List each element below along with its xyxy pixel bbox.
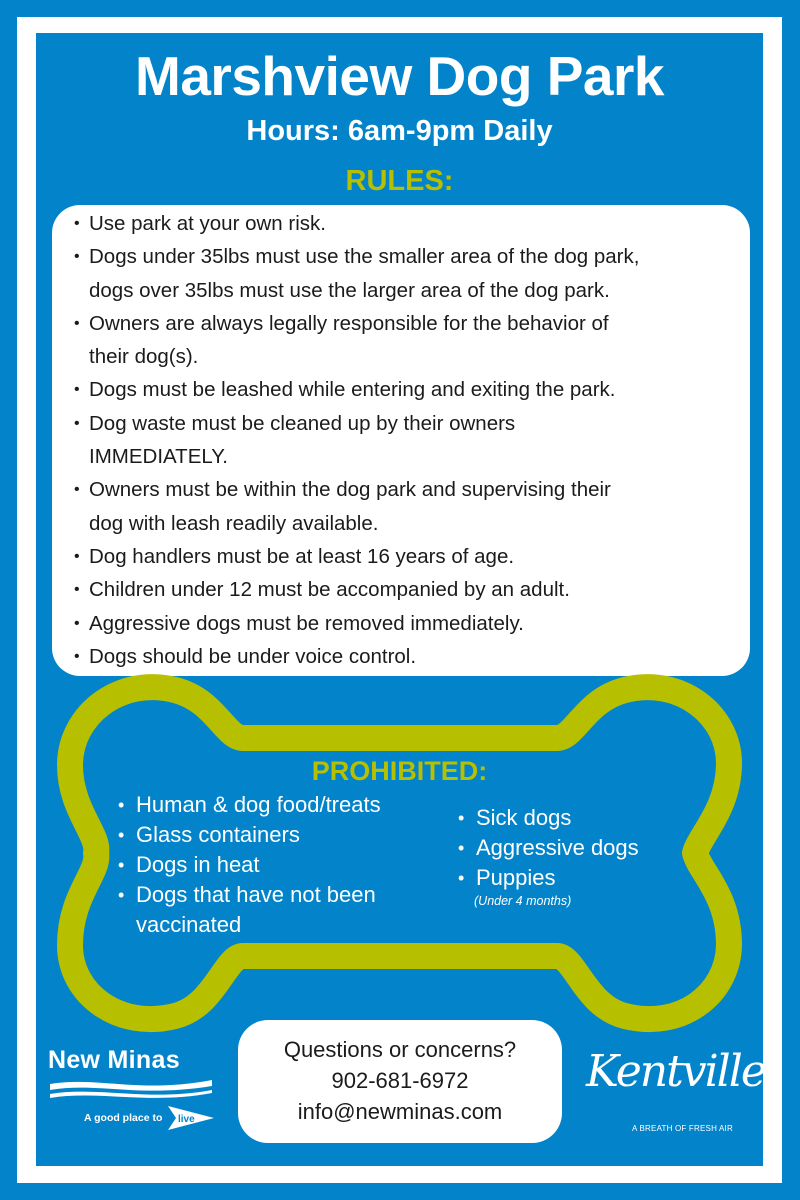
bullet-icon: • [118, 795, 125, 815]
rule-text-cont: IMMEDIATELY. [89, 445, 228, 469]
bullet-icon: • [458, 868, 465, 888]
prohibited-item [118, 790, 448, 820]
rule-item [76, 573, 746, 606]
rules-heading: RULES: [345, 165, 454, 197]
prohibited-text-cont: vaccinated [136, 912, 242, 937]
prohibited-text: Human & dog food/treats [136, 792, 381, 817]
prohibited-item [458, 863, 698, 893]
bullet-icon: • [74, 414, 80, 432]
rule-item [76, 540, 746, 573]
new-minas-logo-text: New Minas [48, 1046, 180, 1074]
bullet-icon: • [118, 825, 125, 845]
rule-text: Owners must be within the dog park and supervising their [89, 478, 611, 502]
bullet-icon: • [74, 481, 80, 499]
rule-text: Dogs under 35lbs must use the smaller area of the dog park, [89, 245, 640, 269]
rule-item [76, 240, 746, 307]
prohibited-item [118, 820, 448, 850]
prohibited-text: Dogs in heat [136, 852, 260, 877]
page-title: Marshview Dog Park [135, 45, 664, 107]
bullet-icon: • [74, 381, 80, 399]
rule-text-cont: dogs over 35lbs must use the larger area of the dog park. [89, 278, 610, 302]
rule-text: Dogs must be leashed while entering and exiting the park. [89, 378, 616, 402]
rule-text: Dogs should be under voice control. [89, 644, 417, 668]
kentville-tagline: A BREATH OF FRESH AIR [632, 1124, 733, 1133]
rule-text: Use park at your own risk. [89, 212, 326, 235]
tagline-highlight: live [178, 1114, 195, 1125]
prohibited-heading: PROHIBITED: [311, 756, 488, 786]
bullet-icon: • [74, 547, 80, 565]
kentville-logo-text: Kentville [586, 1046, 765, 1097]
prohibited-list-left [118, 790, 448, 940]
bullet-icon: • [118, 885, 125, 905]
bullet-icon: • [458, 808, 465, 828]
prohibited-item [458, 833, 698, 863]
rule-text: Owners are always legally responsible for the behavior of [89, 311, 609, 335]
arrow-icon [168, 1106, 214, 1130]
contact-card [238, 1020, 562, 1143]
contact-question: Questions or concerns? [283, 1037, 517, 1062]
rule-item [76, 473, 746, 540]
rule-text: Dog handlers must be at least 16 years of age. [89, 544, 515, 568]
rule-item [76, 373, 746, 406]
rule-item [76, 407, 746, 474]
rule-text-cont: their dog(s). [89, 345, 199, 369]
rules-list [76, 207, 746, 673]
bullet-icon: • [74, 215, 80, 232]
prohibited-text: Sick dogs [476, 805, 572, 830]
rule-item [76, 307, 746, 374]
rule-text: Children under 12 must be accompanied by an adult. [89, 578, 570, 602]
rule-text-cont: dog with leash readily available. [89, 511, 379, 535]
prohibited-text: Puppies [476, 865, 556, 890]
park-hours: Hours: 6am-9pm Daily [246, 115, 553, 147]
bullet-icon: • [74, 581, 80, 599]
rules-card [52, 205, 750, 676]
prohibited-text: Aggressive dogs [476, 835, 639, 860]
rule-text: Dog waste must be cleaned up by their owners [89, 411, 516, 435]
bullet-icon: • [118, 855, 125, 875]
wave-icon [48, 1078, 214, 1104]
bullet-icon: • [74, 647, 80, 665]
puppies-age-note: (Under 4 months) [474, 894, 572, 908]
prohibited-list-right [458, 803, 698, 893]
prohibited-text: Dogs that have not been [136, 882, 376, 907]
bullet-icon: • [458, 838, 465, 858]
bullet-icon: • [74, 248, 80, 266]
tagline-prefix: A good place to [84, 1112, 163, 1124]
prohibited-item [118, 850, 448, 880]
prohibited-text: Glass containers [136, 822, 300, 847]
rule-item [76, 207, 746, 240]
contact-phone[interactable]: 902-681-6972 [331, 1068, 469, 1093]
bullet-icon: • [74, 614, 80, 632]
bullet-icon: • [74, 314, 80, 332]
prohibited-item [458, 803, 698, 833]
rule-text: Aggressive dogs must be removed immediately. [89, 611, 524, 635]
contact-email[interactable]: info@newminas.com [297, 1099, 503, 1124]
new-minas-tagline [84, 1112, 162, 1124]
rule-item [76, 607, 746, 640]
prohibited-item [118, 880, 448, 940]
